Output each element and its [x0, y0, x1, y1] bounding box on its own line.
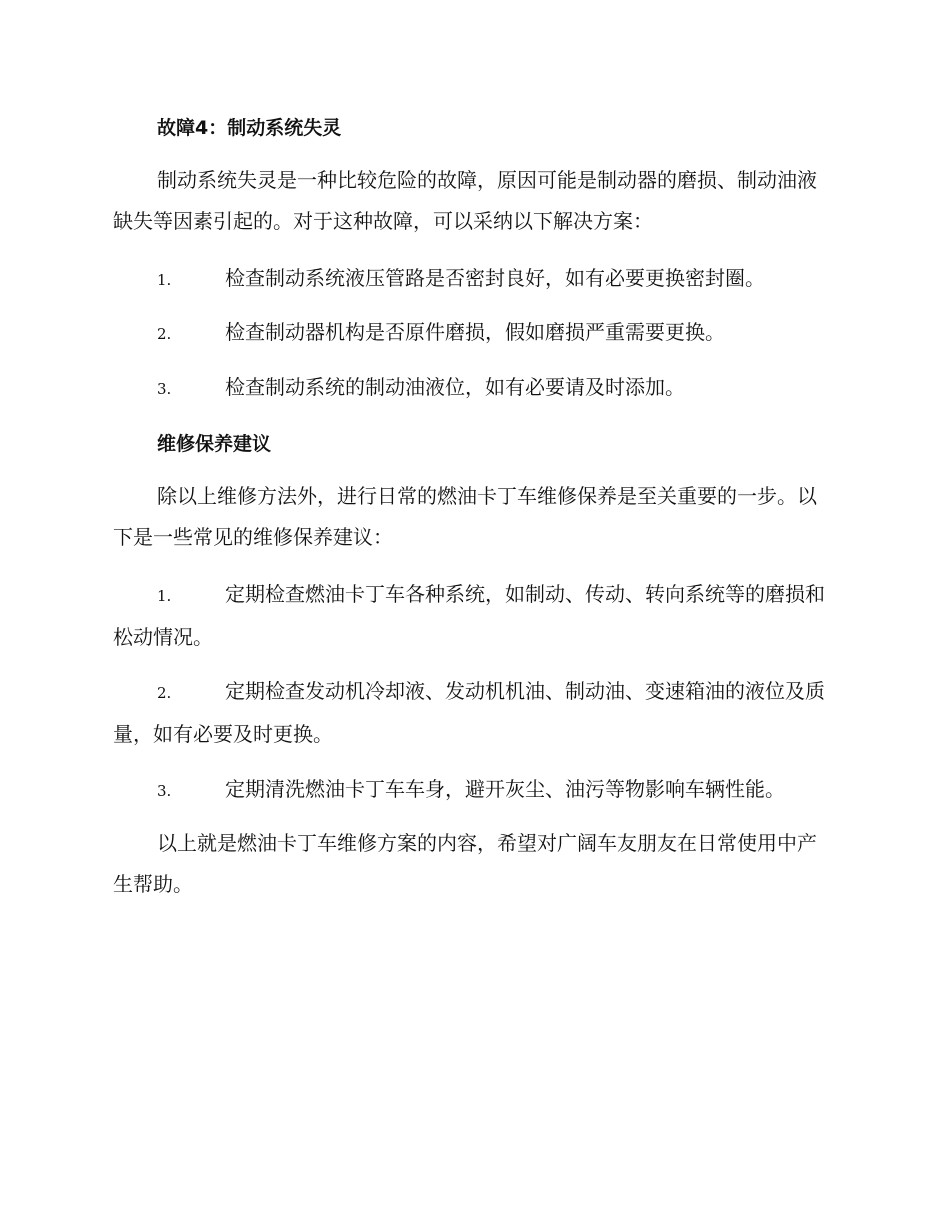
list-item — [113, 671, 833, 755]
list-item — [113, 574, 833, 658]
list-item — [113, 258, 833, 301]
list-item-text: 定期检查燃油卡丁车各种系统，如制动、传动、转向系统等的磨损和松动情况。 — [113, 582, 825, 649]
list-item-number: 3. — [157, 380, 172, 398]
list-item-number: 1. — [157, 271, 172, 289]
section-intro-paragraph: 制动系统失灵是一种比较危险的故障，原因可能是制动器的磨损、制动油液缺失等因素引起的。对于这种故障，可以采纳以下解决方案： — [113, 168, 817, 233]
list-item-text: 检查制动系统液压管路是否密封良好，如有必要更换密封圈。 — [225, 266, 765, 290]
list-item — [113, 769, 833, 812]
conclusion-paragraph: 以上就是燃油卡丁车维修方案的内容，希望对广阔车友朋友在日常使用中产生帮助。 — [113, 831, 817, 896]
list-item-text: 检查制动器机构是否原件磨损，假如磨损严重需要更换。 — [225, 320, 725, 344]
list-item-number: 1. — [157, 587, 172, 605]
list-item-text: 检查制动系统的制动油液位，如有必要请及时添加。 — [225, 375, 685, 399]
list-item-number: 2. — [157, 684, 172, 702]
section-heading-brake-failure: 故障4：制动系统失灵 — [157, 117, 342, 139]
section-intro-paragraph: 除以上维修方法外，进行日常的燃油卡丁车维修保养是至关重要的一步。以下是一些常见的维修保养建议： — [113, 484, 817, 549]
list-item-number: 2. — [157, 325, 172, 343]
section-heading-maintenance: 维修保养建议 — [157, 433, 272, 455]
list-item-number: 3. — [157, 782, 172, 800]
list-item-text: 定期检查发动机冷却液、发动机机油、制动油、变速箱油的液位及质量，如有必要及时更换。 — [113, 679, 825, 746]
list-item-text: 定期清洗燃油卡丁车车身，避开灰尘、油污等物影响车辆性能。 — [225, 777, 785, 801]
list-item — [113, 312, 833, 355]
list-item — [113, 367, 833, 410]
